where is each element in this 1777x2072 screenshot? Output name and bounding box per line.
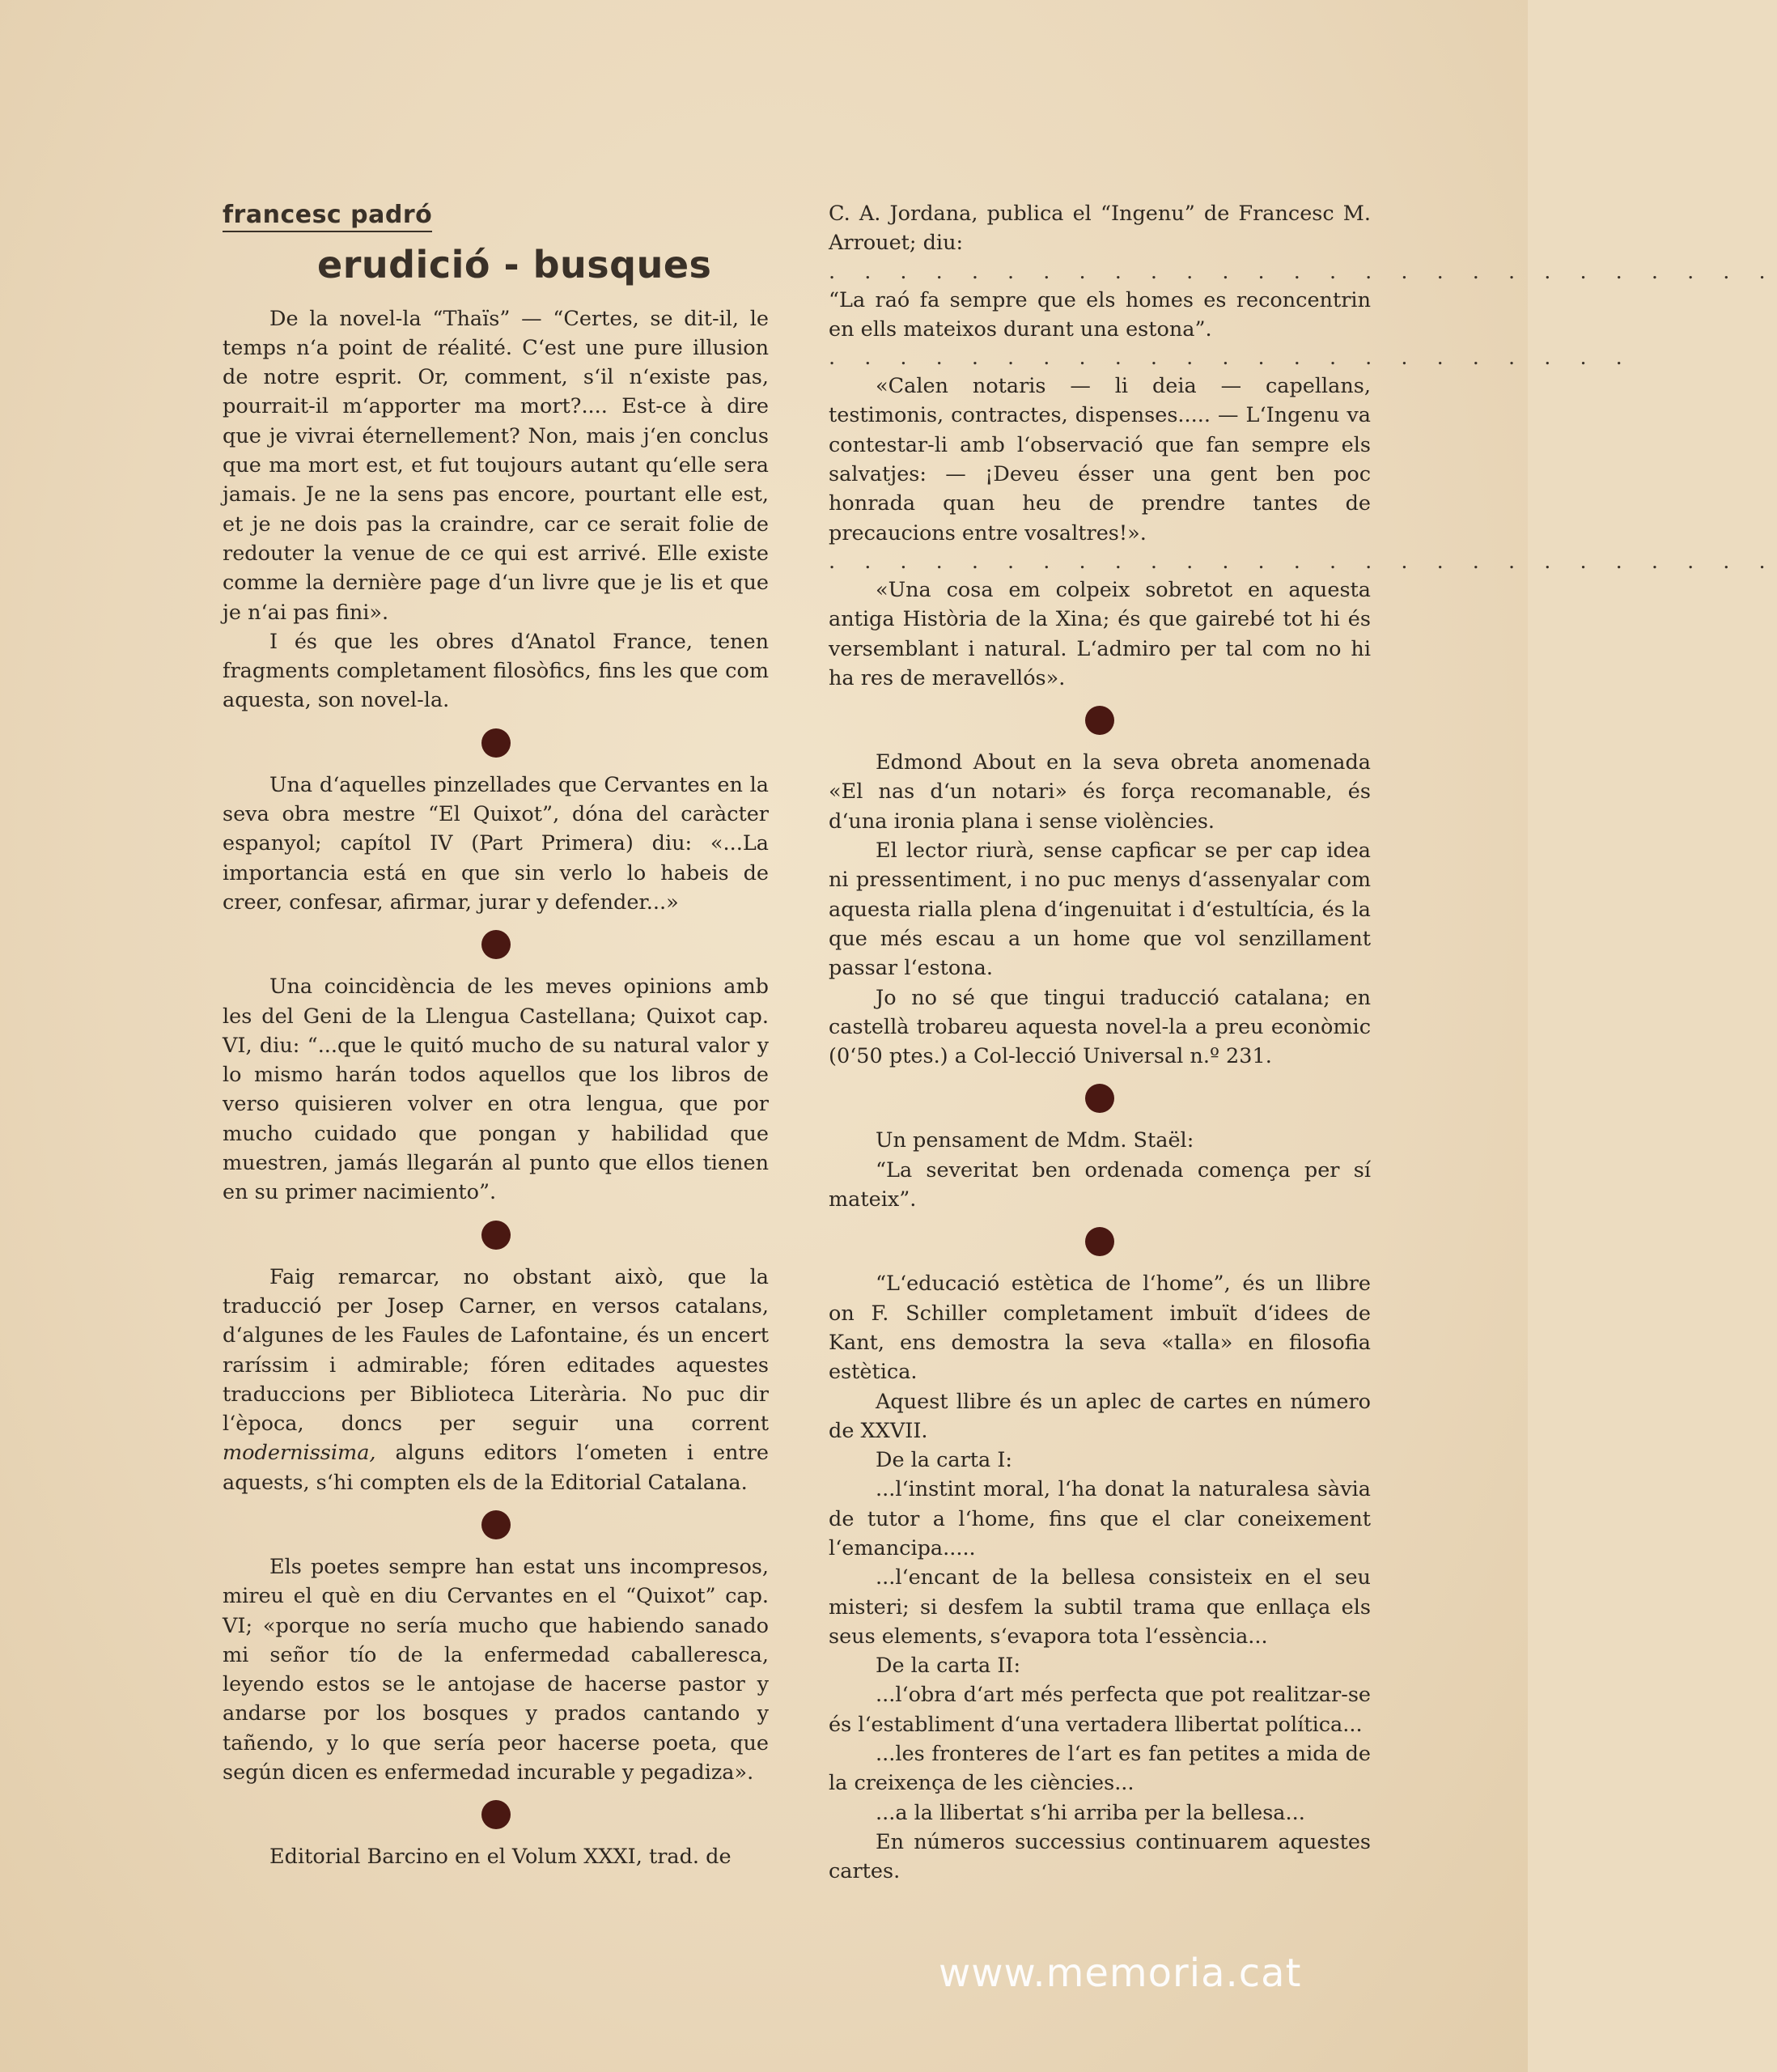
paragraph: De la carta II: xyxy=(876,1654,1021,1679)
paragraph: Aquest llibre és un aplec de cartes en número de XXVII. xyxy=(829,1389,1371,1443)
paragraph: ...l‘encant de la bellesa consisteix en el seu misteri; si desfem la subtil trama que enllaça els seus elements, s‘evapora tota l‘essència... xyxy=(829,1565,1371,1649)
bullet-dot-icon xyxy=(481,728,511,758)
text-run: Faig remarcar, no obstant això, que la traducció per Josep Carner, en versos catalans, d‘algunes de les Faules de Lafontaine, és un encert raríssim i admirable; fóren editades aquestes traduccions per Biblioteca Literària. No puc dir l‘època, doncs per seguir una corrent xyxy=(223,1264,769,1437)
paragraph: “La raó fa sempre que els homes es reconcentrin en ells mateixos durant una estona”. xyxy=(829,287,1371,342)
separator xyxy=(223,1497,769,1552)
paragraph: Una d‘aquelles pinzellades que Cervantes en la seva obra mestre “El Quixot”, dóna del caràcter espanyol; capítol IV (Part Primera) diu: «...La importancia está en que sin verlo lo habeis de creer, confesar, afirmar, jurar y defender...» xyxy=(223,772,769,915)
paragraph: I és que les obres d‘Anatol France, tenen fragments completament filosòfics, fins les que com aquesta, son novel-la. xyxy=(223,629,769,713)
bullet-dot-icon xyxy=(1085,1084,1114,1113)
paragraph: «Una cosa em colpeix sobretot en aquesta antiga Història de la Xina; és que gairebé tot hi és versemblant i natural. L‘admiro per tal com no hi ha res de meravellós». xyxy=(829,577,1371,690)
article-title: erudició - busques xyxy=(317,243,712,287)
separator xyxy=(223,715,769,771)
ellipsis-separator: . . . . . . . . . . . . . . . . . . . . . . . xyxy=(829,346,1634,371)
bullet-dot-icon xyxy=(1085,1227,1114,1256)
paragraph xyxy=(223,1263,769,1497)
ellipsis-separator: . . . . . . . . . . . . . . . . . . . . . . . . . . . xyxy=(829,549,1777,574)
paragraph: Els poetes sempre han estat uns incompresos, mireu el què en diu Cervantes en el “Quixot” cap. VI; «porque no sería mucho que habiendo sanado mi señor tío de la enfermedad caballeresca, leyendo estos se le antojase de hacerse pastor y andarse por los bosques y prados cantando y tañendo, y lo que sería peor hacerse poeta, que según dicen es enfermedad incurable y pegadiza». xyxy=(223,1554,769,1785)
paragraph: C. A. Jordana, publica el “Ingenu” de Francesc M. Arrouet; diu: xyxy=(829,202,1371,256)
paragraph: “La severitat ben ordenada comença per sí mateix”. xyxy=(829,1157,1371,1212)
paragraph: «Calen notaris — li deia — capellans, testimonis, contractes, dispenses..... — L‘Ingenu va contestar-li amb l‘observació que fan sempre els salvatjes: — ¡Deveu ésser una gent ben poc honrada quan heu de prendre tantes de precaucions entre vosaltres!». xyxy=(829,374,1371,546)
bullet-dot-icon xyxy=(481,1510,511,1539)
emphasis: modernissima, xyxy=(223,1441,376,1466)
right-column xyxy=(829,199,1777,1887)
author-line xyxy=(223,201,769,232)
separator xyxy=(829,1214,1371,1269)
paragraph: Edmond About en la seva obreta anomenada «El nas d‘un notari» és força recomanable, és d‘una ironia plana i sense violències. xyxy=(829,750,1371,834)
paragraph: ...l‘obra d‘art més perfecta que pot realitzar-se és l‘establiment d‘una vertadera llibertat política... xyxy=(829,1683,1371,1737)
paragraph: En números successius continuarem aquestes cartes. xyxy=(829,1829,1371,1884)
separator xyxy=(829,693,1371,748)
author-name: francesc padró xyxy=(223,201,432,232)
paragraph: ...a la llibertat s‘hi arriba per la bellesa... xyxy=(876,1800,1305,1825)
paragraph: De la carta I: xyxy=(876,1448,1012,1473)
bullet-dot-icon xyxy=(481,1800,511,1829)
left-column xyxy=(223,201,769,1872)
separator xyxy=(829,1071,1371,1126)
paragraph: Un pensament de Mdm. Staël: xyxy=(876,1128,1194,1153)
paragraph: Jo no sé que tingui traducció catalana; en castellà trobareu aquesta novel-la a preu econòmic (0‘50 ptes.) a Col-lecció Universal n.º 231. xyxy=(829,985,1371,1069)
separator xyxy=(223,1787,769,1842)
bullet-dot-icon xyxy=(1085,706,1114,735)
paragraph: ...les fronteres de l‘art es fan petites a mida de la creixença de les ciències... xyxy=(829,1742,1371,1796)
paragraph: Una coincidència de les meves opinions amb les del Geni de la Llengua Castellana; Quixot cap. VI, diu: “...que le quitó mucho de su natural valor y lo mismo harán todos aquellos que los libros de verso quisieren volver en otra lengua, que por mucho cuidado que pongan y habilidad que muestren, jamás llegarán al punto que ellos tienen en su primer nacimiento”. xyxy=(223,974,769,1205)
separator xyxy=(223,917,769,972)
paragraph: El lector riurà, sense capficar se per cap idea ni pressentiment, i no puc menys d‘assenyalar com aquesta rialla plena d‘ingenuitat i d‘estultícia, és la que més escau a un home que vol senzillament passar l‘estona. xyxy=(829,839,1371,981)
paragraph: De la novel-la “Thaïs” — “Certes, se dit-il, le temps n‘a point de réalité. C‘est une pure illusion de notre esprit. Or, comment, s‘il n‘existe pas, pourrait-il m‘apporter ma mort?.... Est-ce à dire que je vivrai éternellement? Non, mais j‘en conclus que ma mort est, et fut toujours autant qu‘elle sera jamais. Je ne la sens pas encore, pourtant elle est, et je ne dois pas la craindre, car ce serait folie de redouter la venue de ce qui est arrivé. Elle existe comme la dernière page d‘un livre que je lis et que je n‘ai pas fini». xyxy=(223,306,769,625)
watermark: www.memoria.cat xyxy=(939,1951,1302,1996)
bullet-dot-icon xyxy=(481,1221,511,1250)
text-run: alguns editors l‘ometen i entre aquests, s‘hi compten els de la Editorial Catalana. xyxy=(223,1441,769,1495)
paragraph: Editorial Barcino en el Volum XXXI, trad. de xyxy=(269,1845,732,1870)
paragraph: “L‘educació estètica de l‘home”, és un llibre on F. Schiller completament imbuït d‘idees de Kant, ens demostra la seva «talla» en filosofia estètica. xyxy=(829,1272,1371,1385)
paragraph: ...l‘instint moral, l‘ha donat la naturalesa sàvia de tutor a l‘home, fins que el clar coneixement l‘emancipa..... xyxy=(829,1477,1371,1560)
bullet-dot-icon xyxy=(481,930,511,959)
ellipsis-separator: . . . . . . . . . . . . . . . . . . . . . . . . . . . xyxy=(829,259,1777,284)
separator xyxy=(223,1208,769,1263)
